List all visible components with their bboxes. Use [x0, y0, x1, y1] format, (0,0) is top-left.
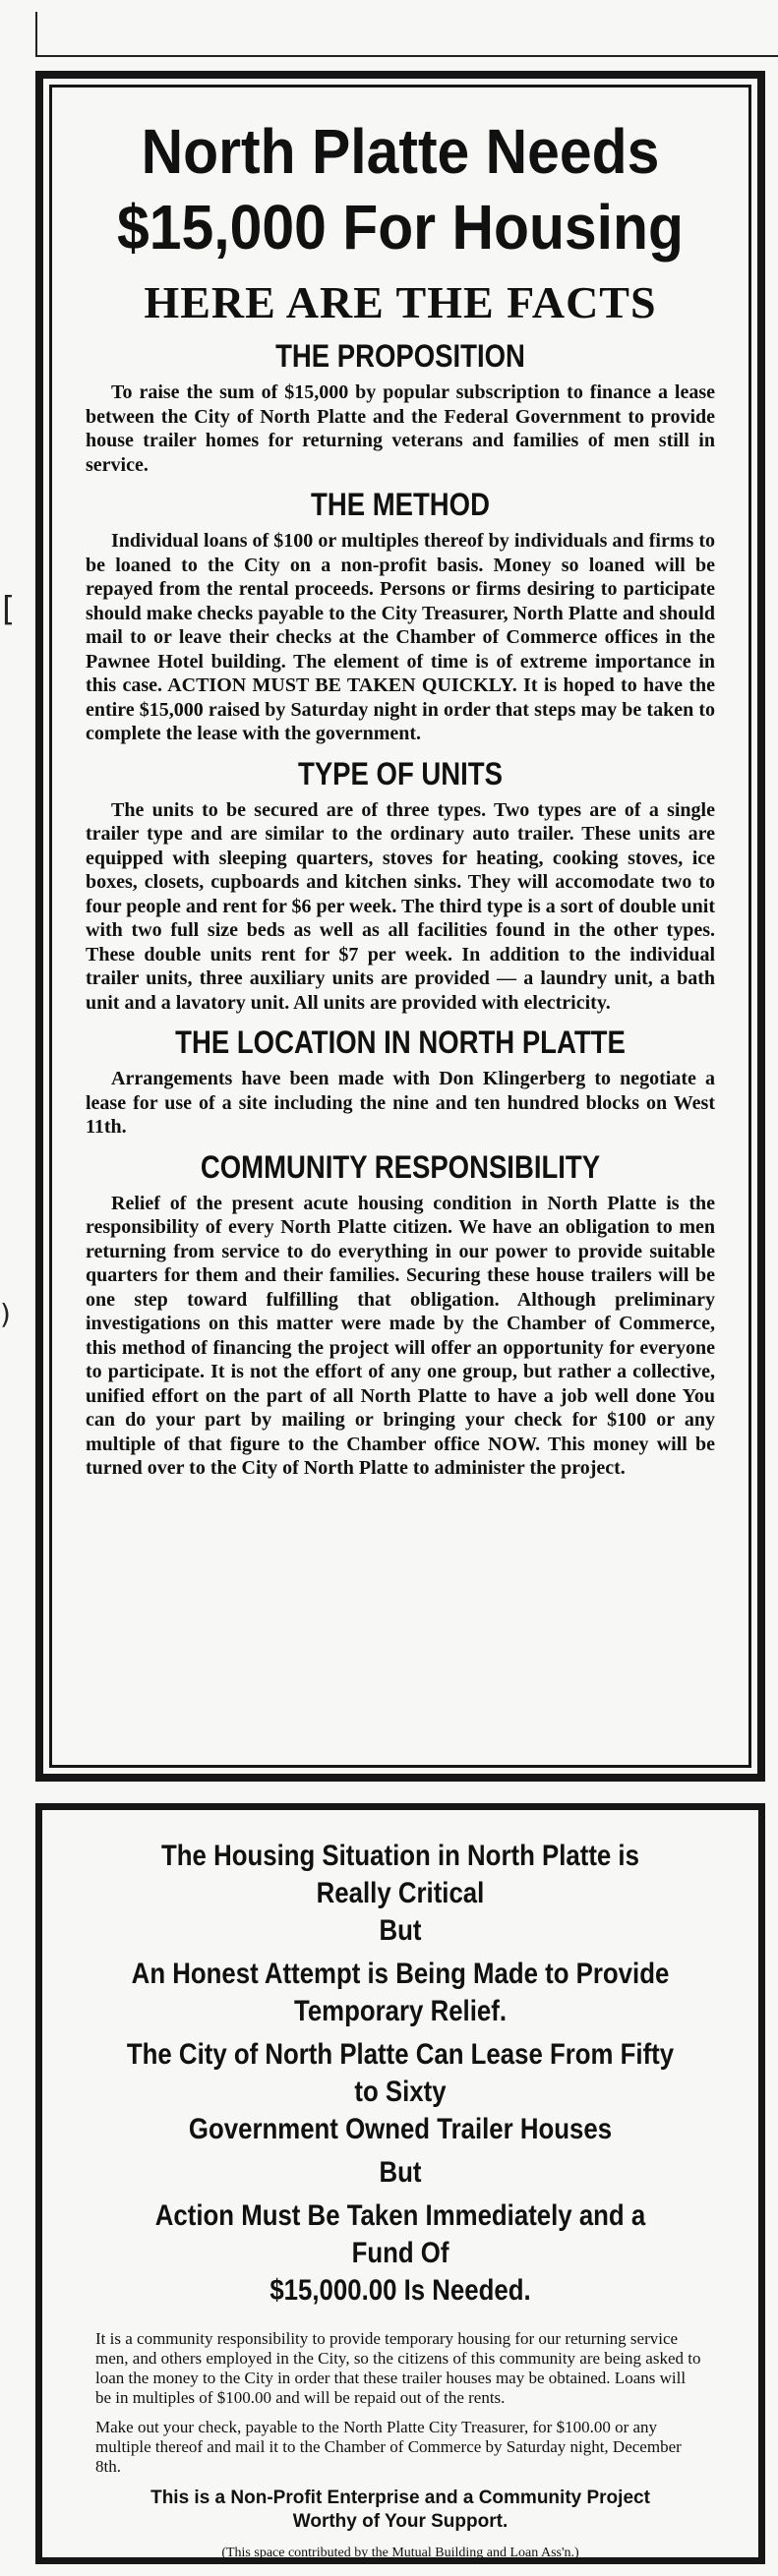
non-profit-line: This is a Non-Profit Enterprise and a Community Project: [150, 2488, 650, 2508]
lease-line: The City of North Platte Can Lease From Fifty to Sixty: [126, 2038, 675, 2108]
check-instructions-paragraph: Make out your check, payable to the North Platte City Treasurer, for $100.00 or any multiple thereof and mail it to the Chamber of Commerce by Saturday night, December 8th.: [95, 2418, 682, 2476]
sponsor-credit: (This space contributed by the Mutual Building and Loan Ass'n.): [221, 2546, 579, 2560]
housing-ad-bottom: [35, 1803, 765, 2564]
top-column-rule: [35, 12, 37, 57]
section-body-method: Individual loans of $100 or multiples thereof by individuals and firms to be loaned to the City on a non-profit basis. Money so loaned will be repayed from the rental proceeds. Persons or firms desiring to participate should make checks payable to the City Treasurer, North Platte and should mail to or leave their checks at the Chamber of Commerce offices in the Pawnee Hotel building. The element of time is of extreme importance in this case. ACTION MUST BE TAKEN QUICKLY. It is hoped to have the entire $15,000 raised by Saturday night in order that steps may be taken to complete the lease with the government.: [86, 530, 715, 745]
honest-attempt-line: An Honest Attempt is Being Made to Provide: [131, 1958, 670, 1990]
support-line: Worthy of Your Support.: [292, 2511, 509, 2532]
section-title-proposition: THE PROPOSITION: [275, 338, 525, 375]
section-title-method: THE METHOD: [311, 487, 490, 523]
fund-amount-line: $15,000.00 Is Needed.: [269, 2274, 531, 2307]
headline-line-2: $15,000 For Housing: [117, 192, 684, 263]
but-line-1: But: [379, 1914, 422, 1947]
section-body-proposition: To raise the sum of $15,000 by popular subscription to finance a lease between the City of North Platte and the Federal Government to provide house trailer homes for returning veterans and families of men still in service.: [86, 381, 715, 476]
section-title-type-of-units: TYPE OF UNITS: [298, 755, 503, 791]
facts-subhead: HERE ARE THE FACTS: [144, 277, 657, 328]
margin-paren-mark: ): [0, 1298, 11, 1330]
but-line-2: But: [379, 2156, 422, 2189]
housing-ad-top-inner: [49, 85, 751, 1768]
headline-line-1: North Platte Needs: [141, 116, 660, 187]
critical-line: The Housing Situation in North Platte is Really Critical: [161, 1840, 639, 1909]
section-title-location: THE LOCATION IN NORTH PLATTE: [175, 1025, 626, 1061]
section-body-community: Relief of the present acute housing condition in North Platte is the responsibility of every North Platte citizen. We have an obligation to men returning from service to do everything in our power to provide suitable quarters for them and their families. Securing these house trailers will be one step toward fulfilling that obligation. Although preliminary investigations on this matter were made by the Chamber of Commerce, this method of financing the project will offer an opportunity for everyone to participate. It is not the effort of any one group, but rather a collective, unified effort on the part of all North Platte to have a job well done You can do your part by mailing or bringing your check for $100 or any multiple of that figure to the Chamber office NOW. This money will be turned over to the City of North Platte to administer the project.: [86, 1192, 715, 1480]
top-rule: [35, 55, 778, 57]
section-title-community: COMMUNITY RESPONSIBILITY: [200, 1148, 601, 1185]
housing-ad-top: [35, 71, 765, 1782]
community-paragraph: It is a community responsibility to provide temporary housing for our returning service men, and others employed in the City, so the citizens of this community are being asked to loan the money to the City in order that these trailer houses may be obtained. Loans will be in multiples of $100.00 and will be repaid out of the rents.: [95, 2329, 701, 2407]
temporary-relief-line: Temporary Relief.: [293, 1995, 508, 2027]
action-line: Action Must Be Taken Immediately and a Fund Of: [154, 2199, 646, 2269]
trailer-houses-line: Government Owned Trailer Houses: [188, 2113, 613, 2145]
section-body-location: Arrangements have been made with Don Klingerberg to negotiate a lease for use of a site including the nine and ten hundred blocks on West 11th.: [86, 1068, 715, 1139]
margin-bracket-mark: [: [2, 590, 16, 629]
section-body-type-of-units: The units to be secured are of three types. Two types are of a single trailer type and are similar to the ordinary auto trailer. These units are equipped with sleeping quarters, stoves for heating, cooking stoves, ice boxes, closets, cupboards and kitchen sinks. They will accomodate two to four people and rent for $6 per week. The third type is a sort of double unit with two full size beds as well as all facilities found in the other types. These double units rent for $7 per week. In addition to the individual trailer units, three auxiliary units are provided — a laundry unit, a bath unit and a lavatory unit. All units are provided with electricity.: [86, 798, 715, 1014]
